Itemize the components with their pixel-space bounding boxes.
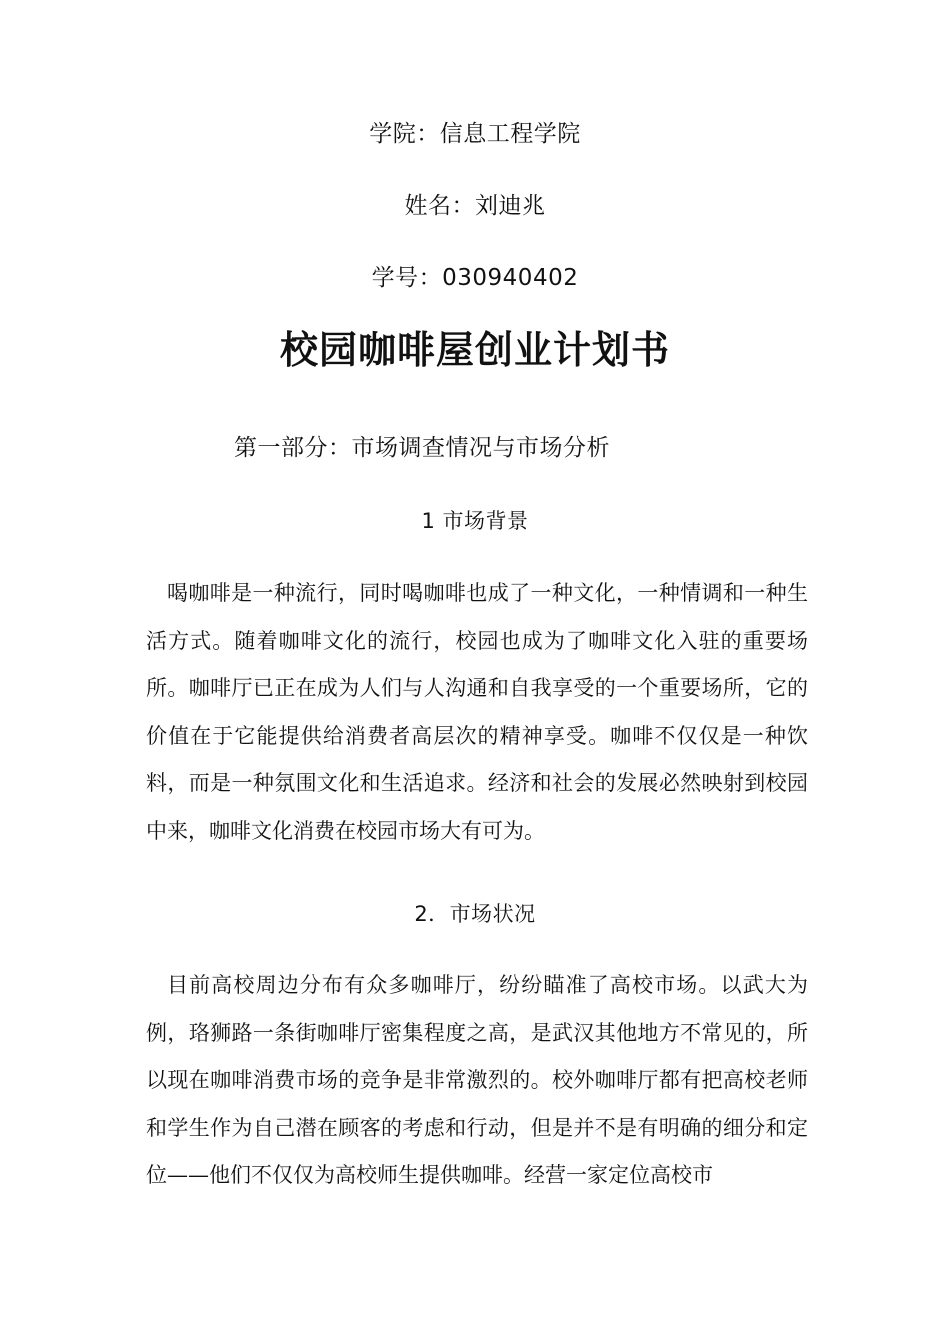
section-market-background-heading: 1 市场背景 [421,509,529,533]
student-name-line: 姓名：刘迪兆 [404,193,546,219]
college-line: 学院：信息工程学院 [369,121,581,147]
section-market-background-paragraph: 喝咖啡是一种流行，同时喝咖啡也成了一种文化，一种情调和一种生活方式。随着咖啡文化的流行，校园也成为了咖啡文化入驻的重要场所。咖啡厅已正在成为人们与人沟通和自我享受的一个重要场所，它的价值在于它能提供给消费者高层次的精神享受。咖啡不仅仅是一种饮料，而是一种氛围文化和生活追求。经济和社会的发展必然映射到校园中来，咖啡文化消费在校园市场大有可为。 [146,581,808,843]
section-market-status-paragraph: 目前高校周边分布有众多咖啡厅，纷纷瞄准了高校市场。以武大为例，珞狮路一条街咖啡厅密集程度之高，是武汉其他地方不常见的，所以现在咖啡消费市场的竞争是非常激烈的。校外咖啡厅都有把高校老师和学生作为自己潜在顾客的考虑和行动，但是并不是有明确的细分和定位——他们不仅仅为高校师生提供咖啡。经营一家定位高校市 [146,973,808,1187]
part-one-heading: 第一部分：市场调查情况与市场分析 [234,435,610,461]
student-id-line: 学号：030940402 [371,265,579,291]
document-title: 校园咖啡屋创业计划书 [279,328,670,372]
section-market-status-heading: 2．市场状况 [414,902,536,926]
